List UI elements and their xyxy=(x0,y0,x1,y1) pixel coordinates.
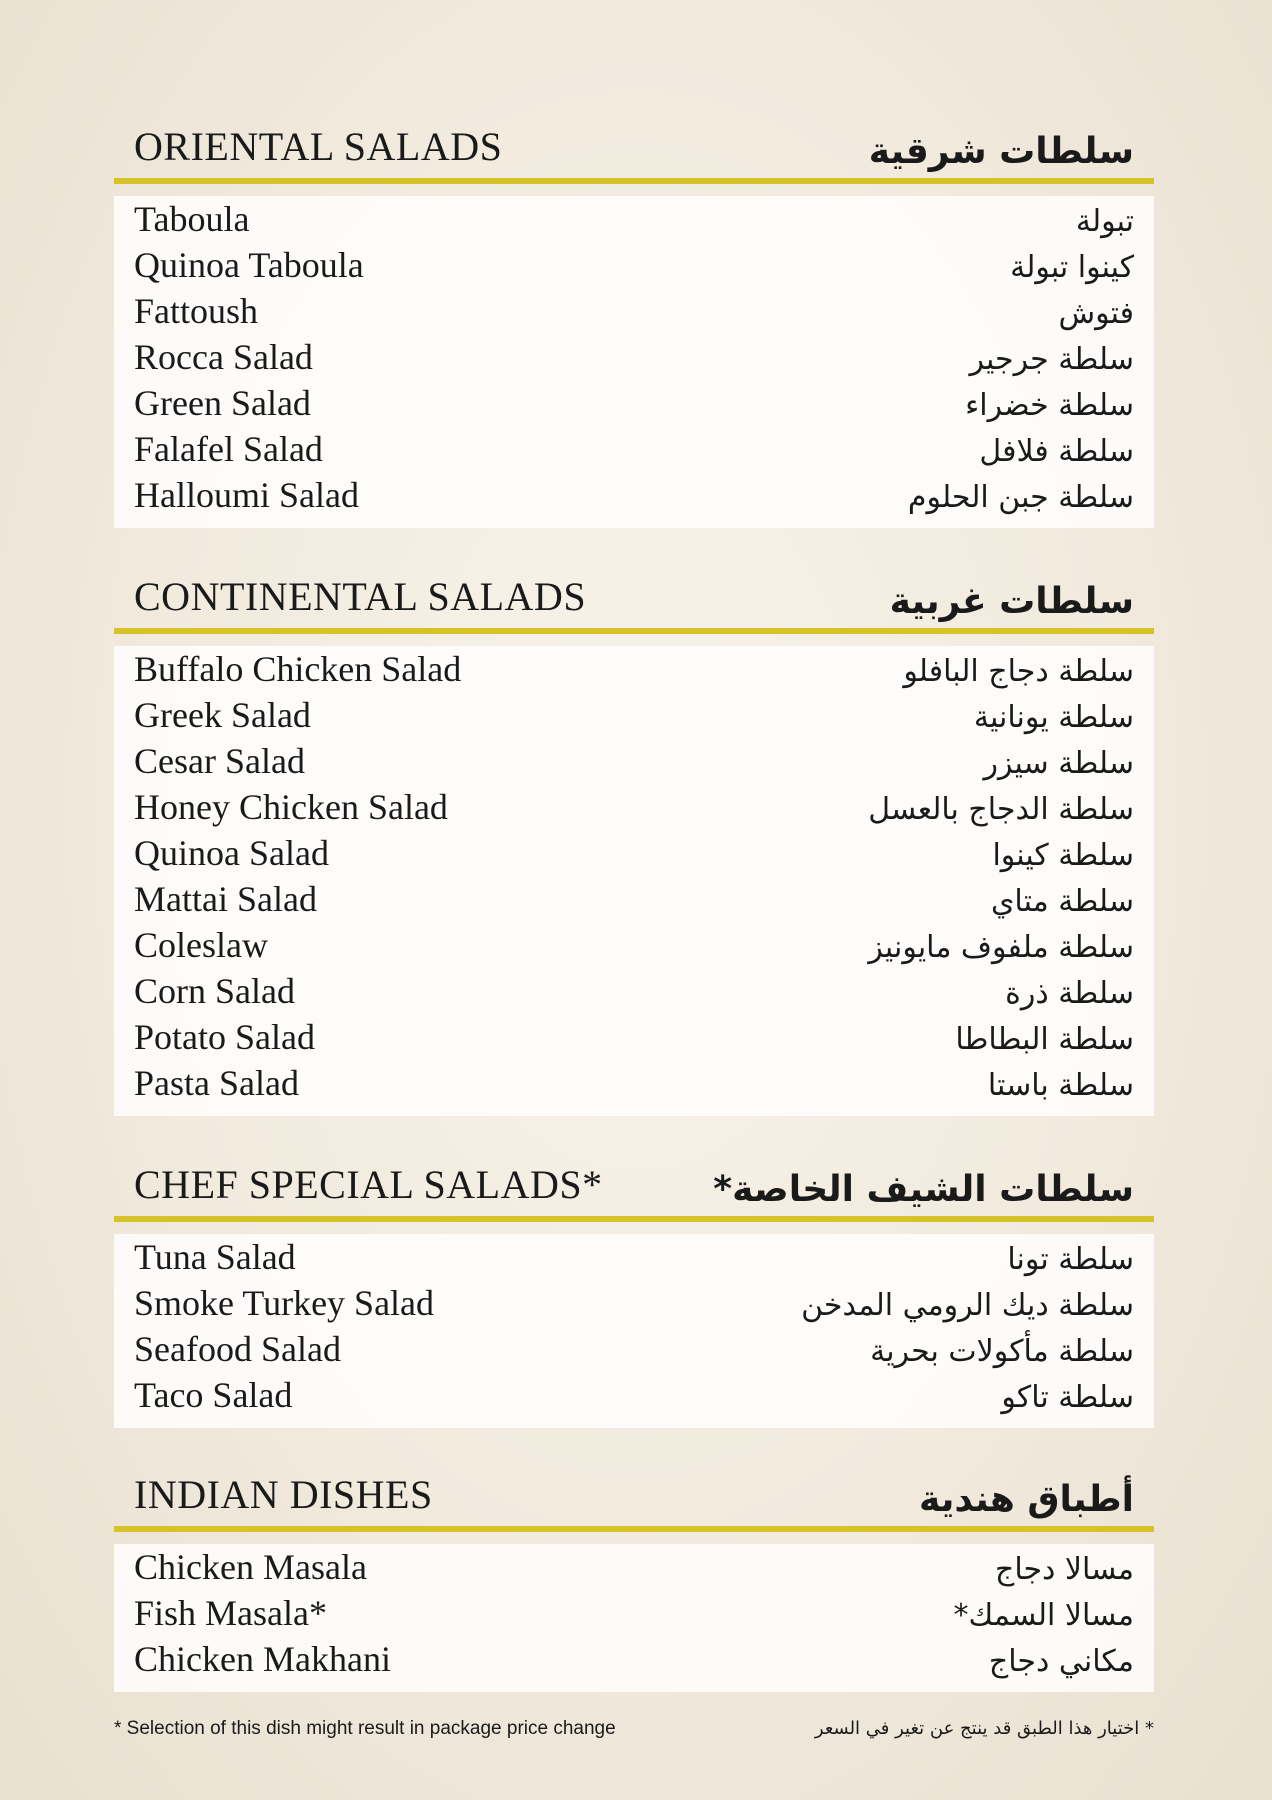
item-name-ar: سلطة خضراء xyxy=(965,388,1134,423)
section-header xyxy=(114,1160,1154,1222)
menu-item xyxy=(134,1060,1134,1106)
item-name-en: Halloumi Salad xyxy=(134,475,359,515)
section-indian-dishes xyxy=(114,1470,1154,1692)
menu-item xyxy=(134,426,1134,472)
menu-item xyxy=(134,646,1134,692)
item-name-en: Coleslaw xyxy=(134,925,268,965)
menu-item-list xyxy=(114,196,1154,528)
menu-item-list xyxy=(114,1234,1154,1428)
item-name-ar: مسالا السمك* xyxy=(953,1598,1134,1633)
item-name-ar: سلطة ديك الرومي المدخن xyxy=(801,1288,1134,1323)
item-name-en: Tuna Salad xyxy=(134,1237,296,1277)
item-name-ar: سلطة دجاج البافلو xyxy=(903,654,1134,689)
item-name-ar: سلطة جرجير xyxy=(969,342,1134,377)
item-name-ar: سلطة مأكولات بحرية xyxy=(870,1334,1134,1369)
menu-item xyxy=(134,1372,1134,1418)
item-name-en: Taboula xyxy=(134,199,250,239)
item-name-ar: سلطة ذرة xyxy=(1005,976,1134,1011)
section-title-ar: سلطات غربية xyxy=(889,581,1134,622)
item-name-ar: سلطة باستا xyxy=(987,1068,1134,1103)
item-name-ar: تبولة xyxy=(1075,204,1134,239)
menu-item xyxy=(134,784,1134,830)
section-oriental-salads xyxy=(114,122,1154,528)
item-name-en: Seafood Salad xyxy=(134,1329,341,1369)
menu-item xyxy=(134,380,1134,426)
menu-item-list xyxy=(114,1544,1154,1692)
item-name-en: Pasta Salad xyxy=(134,1063,299,1103)
item-name-en: Chicken Makhani xyxy=(134,1639,391,1679)
section-chef-special-salads xyxy=(114,1160,1154,1428)
item-name-ar: مكاني دجاج xyxy=(988,1644,1134,1679)
section-title-en: CONTINENTAL SALADS xyxy=(134,574,587,619)
item-name-en: Green Salad xyxy=(134,383,311,423)
menu-item xyxy=(134,1544,1134,1590)
menu-item xyxy=(134,288,1134,334)
menu-item xyxy=(134,1590,1134,1636)
item-name-ar: مسالا دجاج xyxy=(994,1552,1134,1587)
item-name-ar: سلطة جبن الحلوم xyxy=(907,480,1134,515)
item-name-ar: سلطة تونا xyxy=(1007,1242,1134,1277)
menu-item xyxy=(134,1234,1134,1280)
item-name-en: Buffalo Chicken Salad xyxy=(134,649,462,689)
section-header xyxy=(114,1470,1154,1532)
item-name-en: Quinoa Taboula xyxy=(134,245,364,285)
item-name-ar: سلطة ملفوف مايونيز xyxy=(868,930,1134,965)
item-name-ar: سلطة البطاطا xyxy=(955,1022,1134,1057)
footnote-ar: * اختيار هذا الطبق قد ينتج عن تغير في السعر xyxy=(814,1718,1154,1739)
menu-item xyxy=(134,1014,1134,1060)
menu-item xyxy=(134,472,1134,518)
item-name-en: Honey Chicken Salad xyxy=(134,787,448,827)
item-name-en: Greek Salad xyxy=(134,695,311,735)
item-name-ar: سلطة الدجاج بالعسل xyxy=(868,792,1134,827)
item-name-ar: سلطة فلافل xyxy=(979,434,1134,469)
menu-item xyxy=(134,738,1134,784)
item-name-ar: كينوا تبولة xyxy=(1010,250,1134,285)
section-header xyxy=(114,572,1154,634)
item-name-en: Chicken Masala xyxy=(134,1547,367,1587)
item-name-en: Mattai Salad xyxy=(134,879,317,919)
item-name-en: Falafel Salad xyxy=(134,429,323,469)
item-name-en: Rocca Salad xyxy=(134,337,313,377)
menu-item xyxy=(134,196,1134,242)
section-title-ar: سلطات شرقية xyxy=(868,131,1134,172)
item-name-en: Cesar Salad xyxy=(134,741,305,781)
item-name-ar: سلطة يونانية xyxy=(973,700,1134,735)
item-name-en: Smoke Turkey Salad xyxy=(134,1283,435,1323)
section-continental-salads xyxy=(114,572,1154,1116)
item-name-ar: فتوش xyxy=(1058,296,1134,331)
item-name-en: Corn Salad xyxy=(134,971,295,1011)
menu-item xyxy=(134,968,1134,1014)
menu-item xyxy=(134,1636,1134,1682)
menu-item xyxy=(134,242,1134,288)
menu-item-list xyxy=(114,646,1154,1116)
menu-item xyxy=(134,1280,1134,1326)
menu-item xyxy=(134,922,1134,968)
section-title-en: CHEF SPECIAL SALADS* xyxy=(134,1162,603,1207)
menu-item xyxy=(134,830,1134,876)
menu-item xyxy=(134,692,1134,738)
menu-item xyxy=(134,1326,1134,1372)
item-name-ar: سلطة متاي xyxy=(990,884,1134,919)
item-name-en: Potato Salad xyxy=(134,1017,315,1057)
item-name-en: Fish Masala* xyxy=(134,1593,327,1633)
item-name-ar: سلطة كينوا xyxy=(992,838,1134,873)
item-name-en: Taco Salad xyxy=(134,1375,293,1415)
section-title-ar: سلطات الشيف الخاصة* xyxy=(713,1169,1134,1210)
item-name-en: Fattoush xyxy=(134,291,259,331)
section-title-en: INDIAN DISHES xyxy=(134,1472,433,1517)
item-name-ar: سلطة سيزر xyxy=(983,746,1134,781)
footnote-en: * Selection of this dish might result in package price change xyxy=(114,1718,616,1739)
section-title-ar: أطباق هندية xyxy=(919,1479,1134,1520)
section-header xyxy=(114,122,1154,184)
section-title-en: ORIENTAL SALADS xyxy=(134,124,503,169)
item-name-en: Quinoa Salad xyxy=(134,833,329,873)
menu-item xyxy=(134,876,1134,922)
item-name-ar: سلطة تاكو xyxy=(1001,1380,1134,1415)
menu-item xyxy=(134,334,1134,380)
